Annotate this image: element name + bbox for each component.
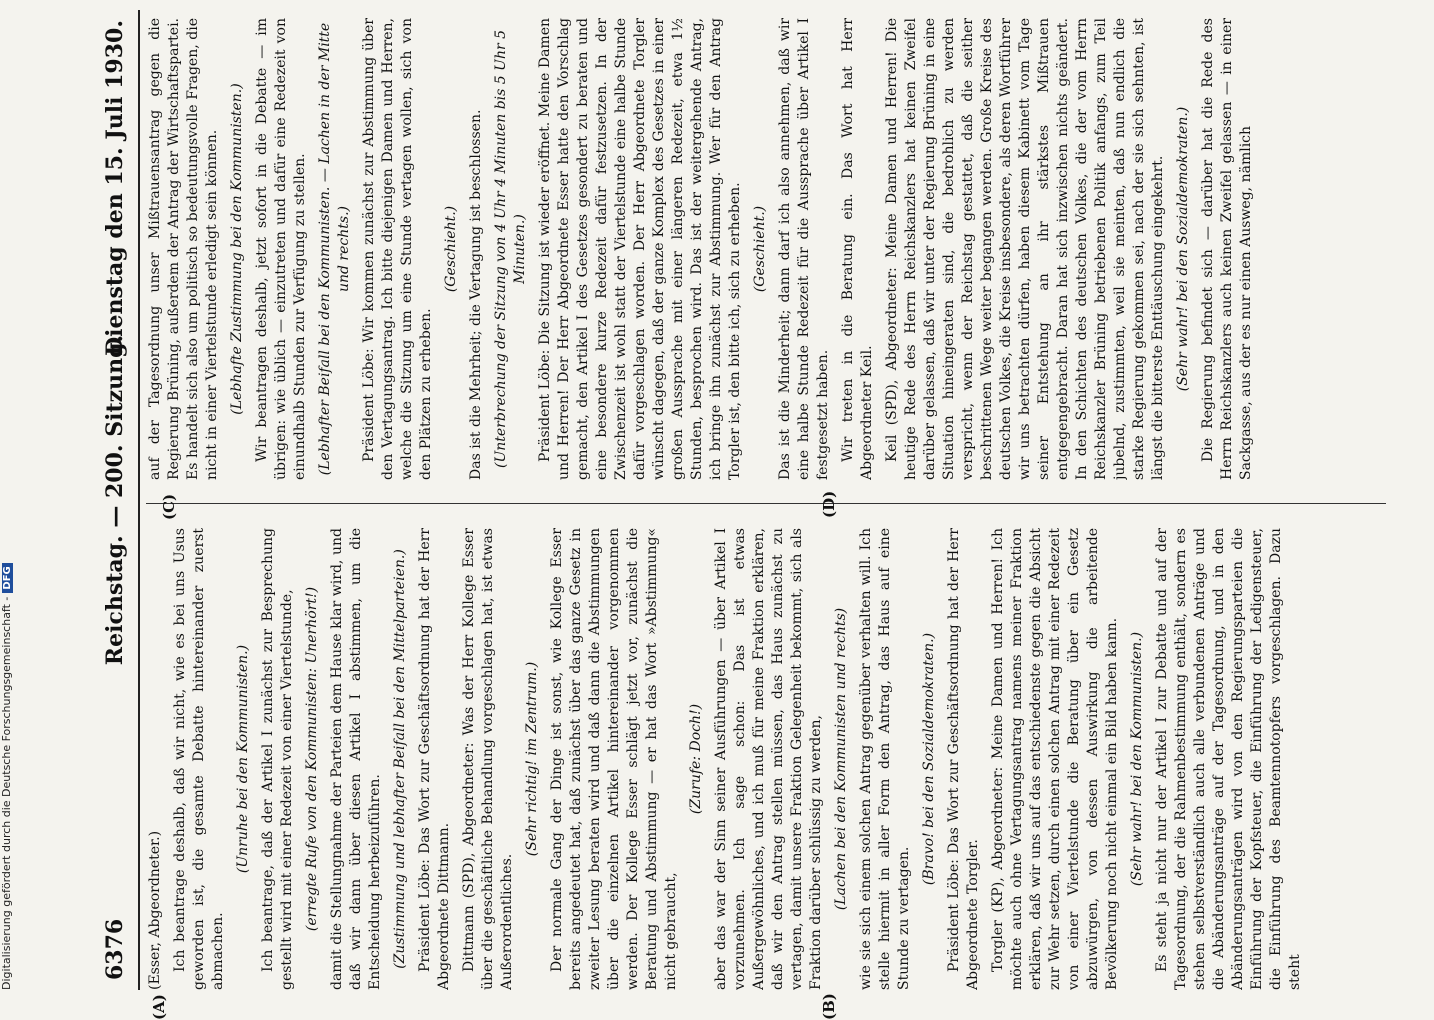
right-paragraph: Präsident Löbe: Die Sitzung ist wieder eröffnet. Meine Damen und Herren! Der Herr Abgeordnete Esser hatte den Vorschlag gemacht, den Artikel I des Gesetzes gesondert zu beraten und eine besondere kurze Redezeit dafür festzusetzen. In der Zwischenzeit ist wohl statt der Viertelstunde eine halbe Stunde dafür vorgeschlagen worden. Der Herr Abgeordnete Torgler wünscht dagegen, daß der ganze Komplex des Gesetzes in einer großen Aussprache mit einer längeren Redezeit, etwa 1½ Stunden, besprochen wird. Das ist der weitergehende Antrag, ich bringe ihn zunächst zur Abstimmung. Wer für den Antrag Torgler ist, den bitte ich, sich zu erheben.	[537, 18, 743, 480]
left-paragraph: (Bravo! bei den Sozialdemokraten.)	[921, 632, 937, 886]
right-paragraph: (Unterbrechung der Sitzung von 4 Uhr 4 Minuten bis 5 Uhr 5 Minuten.)	[493, 29, 528, 469]
column-divider	[146, 503, 1386, 504]
right-paragraph: Das ist die Minderheit; dann darf ich also annehmen, daß wir eine halbe Stunde Redezeit für die Aussprache über Artikel I festgesetzt haben.	[777, 18, 831, 480]
left-paragraph: (Esser, Abgeordneter.)	[147, 830, 163, 990]
page-header	[100, 10, 132, 990]
right-paragraph: (Lebhafter Beifall bei den Kommunisten. — Lachen in der Mitte und rechts.)	[317, 22, 352, 476]
right-paragraph: auf der Tagesordnung unser Mißtrauensantrag gegen die Regierung Brüning, außerdem der Antrag der Wirtschaftspartei. Es handelt sich also um politisch so bedeutungsvolle Fragen, die nicht in einer Viertelstunde erledigt sein können.	[147, 18, 220, 480]
left-paragraph: Torgler (KP), Abgeordneter: Meine Damen und Herren! Ich möchte auch ohne Vertagungsantrag namens meiner Fraktion erklären, daß wir uns auf das entschiedenste gegen die Absicht zur Wehr setzen, durch einen solchen Antrag mit einer Redezeit von einer Viertelstunde die Beratung über ein Gesetz abzuwürgen, von dessen Auswirkung die arbeitende Bevölkerung noch nicht einmal ein Bild haben kann.	[990, 528, 1120, 990]
left-paragraph: (erregte Rufe von den Kommunisten: Unerhört!)	[304, 586, 320, 932]
digitization-credit	[0, 0, 13, 1000]
right-paragraph: Wir beantragen deshalb, jetzt sofort in die Debatte — im übrigen: wie üblich — einzutreten und dafür eine Redezeit von einundhalb Stunden zur Verfügung zu stellen.	[254, 18, 308, 480]
left-paragraph: (Unruhe bei den Kommunisten.)	[235, 644, 251, 874]
left-paragraph: (Sehr wahr! bei den Kommunisten.)	[1129, 631, 1145, 887]
left-paragraph: aber das war der Sinn seiner Ausführungen — über Artikel I vorzunehmen. Ich sage schon: Das ist etwas Außergewöhnliches, und ich muß für meine Fraktion erklären, daß wir den Antrag stellen müssen, das Haus zunächst zu vertagen, damit unsere Fraktion Gelegenheit bekommt, sich als Fraktion darüber schlüssig zu werden,	[713, 528, 824, 990]
right-paragraph: (Geschieht.)	[752, 205, 768, 293]
left-paragraph: (Zustimmung und lebhafter Beifall bei den Mittelparteien.)	[392, 549, 408, 969]
left-paragraph: Präsident Löbe: Das Wort zur Geschäftsordnung hat der Herr Abgeordnete Torgler.	[946, 528, 981, 990]
page-number: 6376	[102, 918, 128, 980]
right-column	[146, 18, 1386, 480]
left-paragraph: Es steht ja nicht nur der Artikel I zur Debatte und auf der Tagesordnung, der die Rahmenbestimmung enthält, sondern es stehen selbstverständlich auch alle verbundenen Anträge und die Abänderungsanträge auf der Tagesordnung, und in den Abänderungsanträgen wird von den Regierungsparteien die Einführung der Kopfsteuer, die Einführung der Ledigensteuer, die Einführung des Beamtennotopfers vorgeschlagen. Dazu steht	[1154, 528, 1303, 990]
header-rule	[138, 10, 140, 990]
left-paragraph: Der normale Gang der Dinge ist sonst, wie Kollege Esser bereits angedeutet hat, daß zunächst über das ganze Gesetz in zweiter Lesung beraten wird und daß dann die Abstimmungen über die einzelnen Artikel hintereinander vorgenommen werden. Der Kollege Esser schlägt jetzt vor, zunächst die Beratung und Abstimmung — er hat das Wort »Abstimmung« nicht gebraucht,	[549, 528, 679, 990]
right-paragraph: Keil (SPD), Abgeordneter: Meine Damen und Herren! Die heutige Rede des Herrn Reichskanzlers hat keinen Zweifel darüber gelassen, daß wir unter der Regierung Brüning in eine Situation hineingeraten sind, die bedrohlich zu werden verspricht, wenn der Reichstag gestattet, daß die seither beschrittenen Wege weiter begangen werden. Große Kreise des deutschen Volkes, die Kreise insbesondere, als deren Wortführer wir uns betrachten dürfen, haben diesem Kabinett vom Tage seiner Entstehung an ihr stärkstes Mißtrauen entgegengebracht. Daran hat sich inzwischen nichts geändert. In den Schichten des deutschen Volkes, die der vom Herrn Reichskanzler Brüning betriebenen Politik anfangs, zum Teil jubelnd, zustimmten, weil sie meinten, daß nun endlich die starke Regierung gekommen sei, nach der sie sich sehnten, ist längst die bitterste Enttäuschung eingekehrt.	[884, 18, 1166, 480]
credit-text: Digitalisierung gefördert durch die Deutsche Forschungsgemeinschaft -	[0, 596, 13, 990]
right-paragraph: (Lebhafte Zustimmung bei den Kommunisten.)	[229, 83, 245, 415]
dfg-logo: DFG	[2, 563, 13, 592]
margin-marker-b: (B)	[820, 993, 838, 1020]
left-paragraph: damit die Stellungnahme der Parteien dem Hause klar wird, und daß wir dann über diesen Artikel I abstimmen, um die Entscheidung herbeizuführen.	[329, 528, 383, 990]
right-paragraph: Wir treten in die Beratung ein. Das Wort hat Herr Abgeordneter Keil.	[840, 18, 875, 480]
right-paragraph: (Sehr wahr! bei den Sozialdemokraten.)	[1175, 106, 1191, 392]
left-paragraph: Dittmann (SPD), Abgeordneter: Was der Herr Kollege Esser über die geschäftliche Behandlung vorgeschlagen hat, ist etwas Außerordentliches.	[461, 528, 515, 990]
left-paragraph: (Lachen bei den Kommunisten und rechts)	[833, 607, 849, 911]
margin-marker-d: (D)	[820, 490, 838, 518]
left-paragraph: wie sie sich einem solchen Antrag gegenüber verhalten will. Ich stelle hiermit in aller Form den Antrag, das Haus auf eine Stunde zu vertagen.	[858, 528, 912, 990]
session-date: Dienstag den 15. Juli 1930.	[102, 20, 128, 356]
left-paragraph: Ich beantrage, daß der Artikel I zunächst zur Besprechung gestellt wird mit einer Redezeit von einer Viertelstunde,	[260, 528, 295, 990]
rotated-page	[100, 10, 1400, 1020]
left-paragraph: Ich beantrage deshalb, daß wir nicht, wie es bei uns Usus geworden ist, die gesamte Debatte hintereinander zuerst abmachen.	[172, 528, 226, 990]
page-title: Reichstag. — 200. Sitzung.	[102, 334, 128, 666]
left-paragraph: (Zurufe: Doch!)	[688, 703, 704, 815]
right-paragraph: (Geschieht.)	[443, 205, 459, 293]
right-paragraph: Die Regierung befindet sich — darüber hat die Rede des Herrn Reichskanzlers auch keinen Zweifel gelassen — in einer Sackgasse, aus der es nur einen Ausweg, nämlich	[1200, 18, 1254, 480]
margin-marker-c: (C)	[160, 493, 178, 520]
right-paragraph: Das ist die Mehrheit; die Vertagung ist beschlossen.	[468, 109, 484, 480]
left-column	[146, 528, 1386, 990]
left-paragraph: Präsident Löbe: Das Wort zur Geschäftsordnung hat der Herr Abgeordnete Dittmann.	[417, 528, 452, 990]
right-paragraph: Präsident Löbe: Wir kommen zunächst zur Abstimmung über den Vertagungsantrag. Ich bitte diejenigen Damen und Herren, welche die Sitzung um eine Stunde vertagen wollen, sich von den Plätzen zu erheben.	[361, 18, 434, 480]
left-paragraph: (Sehr richtig! im Zentrum.)	[524, 661, 540, 857]
margin-marker-a: (A)	[150, 994, 168, 1020]
